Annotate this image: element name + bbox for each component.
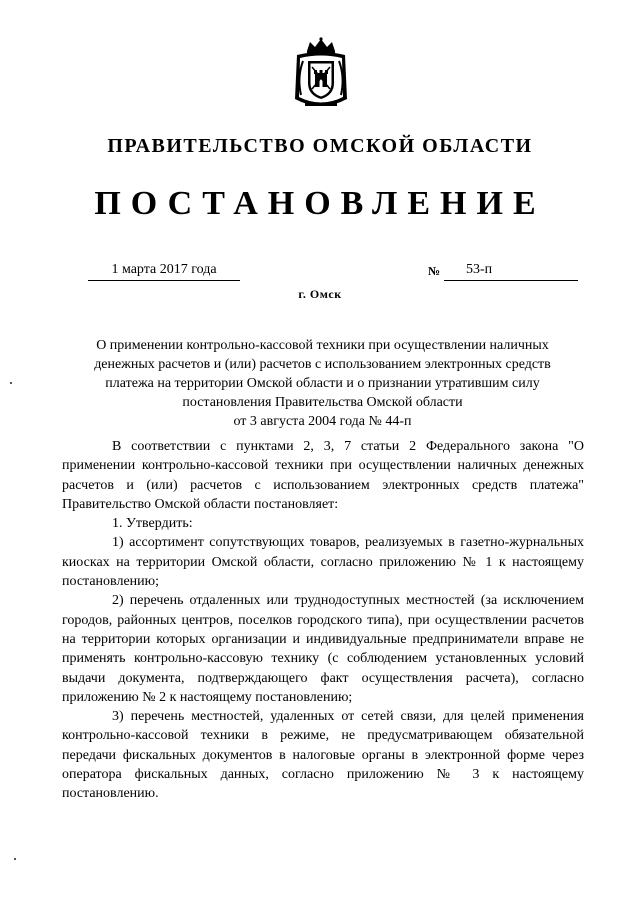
document-number-field xyxy=(444,262,578,281)
document-city: г. Омск xyxy=(298,287,342,301)
subject-line: от 3 августа 2004 года № 44-п xyxy=(233,414,412,429)
document-type-title: ПОСТАНОВЛЕНИЕ xyxy=(94,185,546,222)
scan-speck xyxy=(14,858,16,860)
subitem-3-paragraph: 3) перечень местностей, удаленных от сетей связи, для целей применения контрольно-кассовой техники в режиме, не предусматривающем обязательной передачи фискальных документов в налоговые органы в электронной форме через оператора фискальных данных, согласно приложению № 3 к настоящему постановлению. xyxy=(62,709,584,802)
subitem-2-paragraph: 2) перечень отдаленных или труднодоступных местностей (за исключением городов, районных центров, поселков городского типа), при осуществлении расчетов на территории которых организации и индивидуальные предприниматели вправе не применять контрольно-кассовую технику (с соблюдением установленных условий выдачи документа, подтверждающего факт осуществления расчета), согласно приложению № 2 к настоящему постановлению; xyxy=(62,593,584,705)
subject-line: О применении контрольно-кассовой техники при осуществлении наличных xyxy=(96,338,549,353)
document-date: 1 марта 2017 года xyxy=(88,262,240,281)
scan-speck xyxy=(10,382,12,384)
organization-title: ПРАВИТЕЛЬСТВО ОМСКОЙ ОБЛАСТИ xyxy=(107,135,533,157)
item-1-paragraph: 1. Утвердить: xyxy=(112,516,193,532)
preamble-paragraph: В соответствии с пунктами 2, 3, 7 статьи 2 Федерального закона "О применении контрольно-кассовой техники при осуществлении наличных денежных расчетов и (или) расчетов с использованием электронных средств платежа" Правительство Омской области постановляет: xyxy=(62,439,584,512)
document-subject xyxy=(70,336,575,431)
subject-line: платежа на территории Омской области и о признании утратившим силу xyxy=(105,376,540,391)
subitem-1-paragraph: 1) ассортимент сопутствующих товаров, реализуемых в газетно-журнальных киосках на территории Омской области, согласно приложению № 1 к настоящему постановлению; xyxy=(62,535,584,590)
document-number-label: № xyxy=(428,264,441,278)
omsk-region-coat-of-arms-icon xyxy=(291,37,351,113)
document-body xyxy=(62,437,584,804)
subject-line: постановления Правительства Омской области xyxy=(182,395,463,410)
subject-line: денежных расчетов и (или) расчетов с использованием электронных средств xyxy=(94,357,551,372)
document-number: 53-п xyxy=(466,262,493,277)
